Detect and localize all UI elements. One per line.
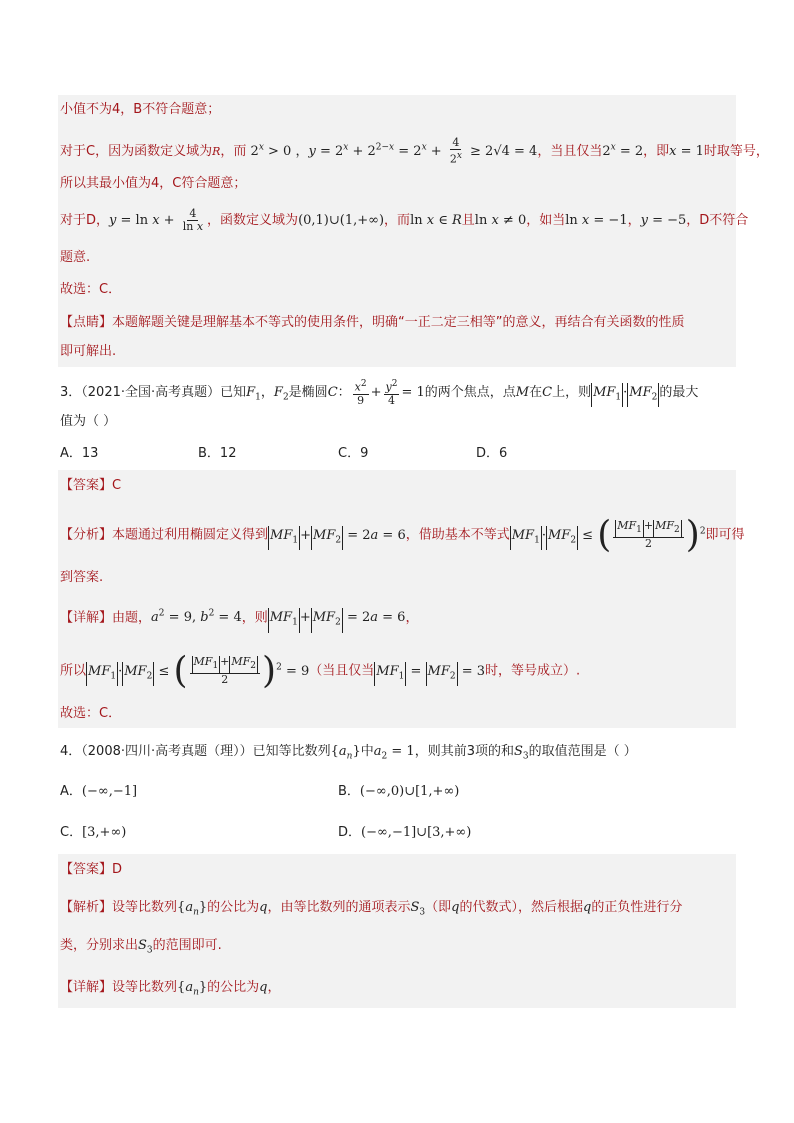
- math-expression: $S_3$: [513, 744, 529, 762]
- text-segment: 故选：C．: [60, 282, 122, 297]
- math-symbol: R: [212, 144, 221, 158]
- option-label: A．: [60, 784, 82, 799]
- math-symbol: q: [259, 980, 268, 995]
- text-segment: 对于C，因为函数定义域为: [60, 143, 213, 159]
- text-segment: 即可得: [705, 527, 745, 543]
- detail-line: [60, 604, 736, 633]
- option-label: B．12: [198, 446, 237, 461]
- math-expression: ln x = −1: [565, 213, 628, 228]
- math-expression: ln x ≠ 0: [474, 213, 527, 228]
- option-label: C．9: [338, 446, 369, 461]
- text-segment: 的取值范围是（ ）: [528, 744, 637, 759]
- text-segment: 所以: [60, 663, 87, 679]
- text-line: [60, 207, 749, 233]
- math-expression: y = ln x + $\frac{4}{\text{ln x}}$: [109, 207, 204, 233]
- math-expression: $S_3$: [410, 900, 426, 918]
- text-segment: ，: [405, 610, 419, 626]
- math-expression: x = 1: [669, 143, 704, 159]
- text-line: [60, 313, 736, 333]
- text-segment: 所以其最小值为4，C符合题意；: [60, 176, 247, 191]
- math-expression: $MF_1 + MF_2 = 2a = 6$: [268, 528, 406, 543]
- math-symbol: q: [583, 900, 592, 915]
- text-segment: 的代数式），然后根据: [459, 900, 584, 915]
- text-segment: 题意.: [60, 250, 91, 265]
- text-segment: ，借助基本不等式: [405, 527, 510, 543]
- text-segment: 小值不为4，B不符合题意；: [60, 102, 221, 117]
- section-tag: 【答案】: [60, 478, 113, 493]
- text-segment: 上，则: [552, 384, 592, 400]
- answer-line: [60, 860, 736, 880]
- text-segment: ，函数定义域为: [207, 213, 299, 228]
- text-segment: 类，分别求出: [60, 938, 139, 953]
- option-c: [338, 444, 368, 464]
- text-line: [60, 650, 736, 691]
- math-expression: $a_2 = 1$: [373, 744, 415, 762]
- question-4-title: [60, 742, 736, 767]
- answer-value: D: [112, 862, 123, 877]
- option-label: A．13: [60, 446, 99, 461]
- math-symbol: q: [259, 900, 268, 915]
- math-expression: C： $\frac{x^2}{9}$ + $\frac{y^2}{4}$ = 1: [327, 379, 425, 407]
- text-segment: ，由等比数列的通项表示: [267, 900, 411, 915]
- math-expression: $MF_1 \cdot MF_2$ ≤ ( $\frac{MF_1 + MF_2}{2}$ )$^2$ = 9: [88, 650, 310, 691]
- text-line: [60, 704, 736, 724]
- text-line: [60, 248, 736, 268]
- math-expression: (−∞,0)∪[1,+∞): [359, 784, 460, 799]
- text-segment: ，: [267, 980, 281, 995]
- text-segment: 由题，: [112, 610, 152, 626]
- math-expression: $\{a_n\}$: [177, 980, 208, 998]
- math-symbol: C: [542, 384, 553, 400]
- text-segment: 本题通过利用椭圆定义得到: [112, 527, 269, 543]
- text-segment: ，则其前3项的和: [414, 744, 514, 759]
- text-segment: 设等比数列: [112, 900, 178, 915]
- analysis-line: [60, 898, 736, 923]
- text-segment: ，而: [220, 143, 247, 159]
- text-segment: （即: [425, 900, 452, 915]
- text-segment: 故选：C．: [60, 706, 122, 721]
- text-line: [60, 280, 736, 300]
- section-tag: 【详解】: [60, 980, 113, 995]
- text-segment: 的两个焦点，点: [424, 384, 516, 400]
- math-expression: $F_1$，$F_2$: [246, 384, 289, 403]
- question-3-title: [60, 378, 736, 407]
- text-segment: 时取等号，: [703, 143, 769, 159]
- text-segment: 3．（2021·全国·高考真题）已知: [60, 384, 247, 400]
- answer-value: C: [112, 478, 122, 493]
- text-segment: ，当且仅当: [537, 143, 603, 159]
- text-segment: ，则: [241, 610, 268, 626]
- math-expression: $2^x = 2$: [602, 142, 644, 159]
- section-tag: 【分析】: [60, 527, 113, 543]
- option-b: [198, 444, 236, 464]
- text-segment: 即可解出.: [60, 344, 117, 359]
- text-line: [60, 136, 769, 166]
- text-segment: 的正负性进行分: [591, 900, 683, 915]
- option-b: [338, 782, 459, 802]
- text-segment: 且: [461, 213, 475, 228]
- text-segment: 的范围即可.: [152, 938, 222, 953]
- text-segment: 的公比为: [207, 980, 260, 995]
- section-tag: 【详解】: [60, 610, 113, 626]
- text-segment: 在: [529, 384, 543, 400]
- math-expression: $MF_1 \cdot MF_2$ ≤ ( $\frac{MF_1 + MF_2}{2}$ )$^2$: [511, 514, 706, 555]
- text-line: [60, 412, 736, 432]
- text-segment: 对于D，: [60, 213, 110, 228]
- math-expression: $a^2 = 9$, $b^2 = 4$: [151, 609, 242, 626]
- option-label: C．: [60, 825, 83, 840]
- option-d: [338, 823, 471, 843]
- text-segment: 的公比为: [207, 900, 260, 915]
- math-expression: $2^x > 0$ ，$y = 2^x + 2^{2-x} = 2^x$ + $\frac{4}{2^x}$ ≥ 2√4 = 4: [250, 136, 538, 166]
- math-expression: (0,1)∪(1,+∞): [298, 213, 385, 228]
- text-segment: （当且仅当: [309, 663, 375, 679]
- text-segment: 4．（2008·四川·高考真题（理））已知等比数列: [60, 744, 331, 759]
- section-tag: 【解析】: [60, 900, 113, 915]
- text-line: [60, 568, 736, 588]
- text-segment: ，如当: [526, 213, 566, 228]
- answer-block-q3: [58, 470, 736, 728]
- math-expression: ln x ∈ R: [410, 213, 462, 228]
- math-symbol: M: [515, 384, 530, 400]
- text-line: [60, 100, 736, 120]
- option-label: B．: [338, 784, 360, 799]
- math-expression: $\{a_n\}$: [177, 900, 208, 918]
- option-c: [60, 823, 126, 843]
- text-segment: 是椭圆: [288, 384, 328, 400]
- text-segment: ，D不符合: [686, 213, 749, 228]
- text-segment: 的最大: [659, 384, 699, 400]
- math-expression: $MF_1 + MF_2 = 2a = 6$: [268, 610, 406, 625]
- text-segment: 设等比数列: [112, 980, 178, 995]
- option-a: [60, 782, 137, 802]
- text-segment: 值为（ ）: [60, 414, 117, 429]
- text-segment: ，即: [643, 143, 670, 159]
- detail-line: [60, 978, 736, 1003]
- option-label: D．6: [476, 446, 508, 461]
- text-line: [60, 936, 736, 961]
- answer-line: [60, 476, 736, 496]
- math-expression: $\{a_n\}$: [330, 744, 361, 762]
- math-expression: (−∞,−1]: [81, 784, 138, 799]
- text-segment: ，而: [384, 213, 411, 228]
- math-expression: $S_3$: [138, 938, 153, 956]
- text-line: [60, 342, 736, 362]
- section-tag: 【点睛】: [60, 315, 113, 330]
- text-line: [60, 174, 736, 194]
- math-expression: $MF_1 = MF_2 = 3$: [374, 664, 485, 679]
- analysis-line: [60, 514, 745, 555]
- math-expression: $MF_1 \cdot MF_2$: [591, 385, 659, 400]
- option-d: [476, 444, 507, 464]
- math-expression: y = −5: [640, 213, 687, 228]
- math-symbol: q: [451, 900, 460, 915]
- option-a: [60, 444, 98, 464]
- text-segment: 中: [360, 744, 374, 759]
- text-segment: ，: [627, 213, 641, 228]
- option-label: D．: [338, 825, 362, 840]
- math-expression: (−∞,−1]∪[3,+∞): [361, 825, 472, 840]
- math-expression: [3,+∞): [82, 825, 127, 840]
- text-segment: 本题解题关键是理解基本不等式的使用条件，明确“一正二定三相等”的意义，再结合有关函数的性质: [112, 315, 685, 330]
- text-segment: 到答案.: [60, 570, 104, 585]
- section-tag: 【答案】: [60, 862, 113, 877]
- text-segment: 时，等号成立）.: [485, 663, 581, 679]
